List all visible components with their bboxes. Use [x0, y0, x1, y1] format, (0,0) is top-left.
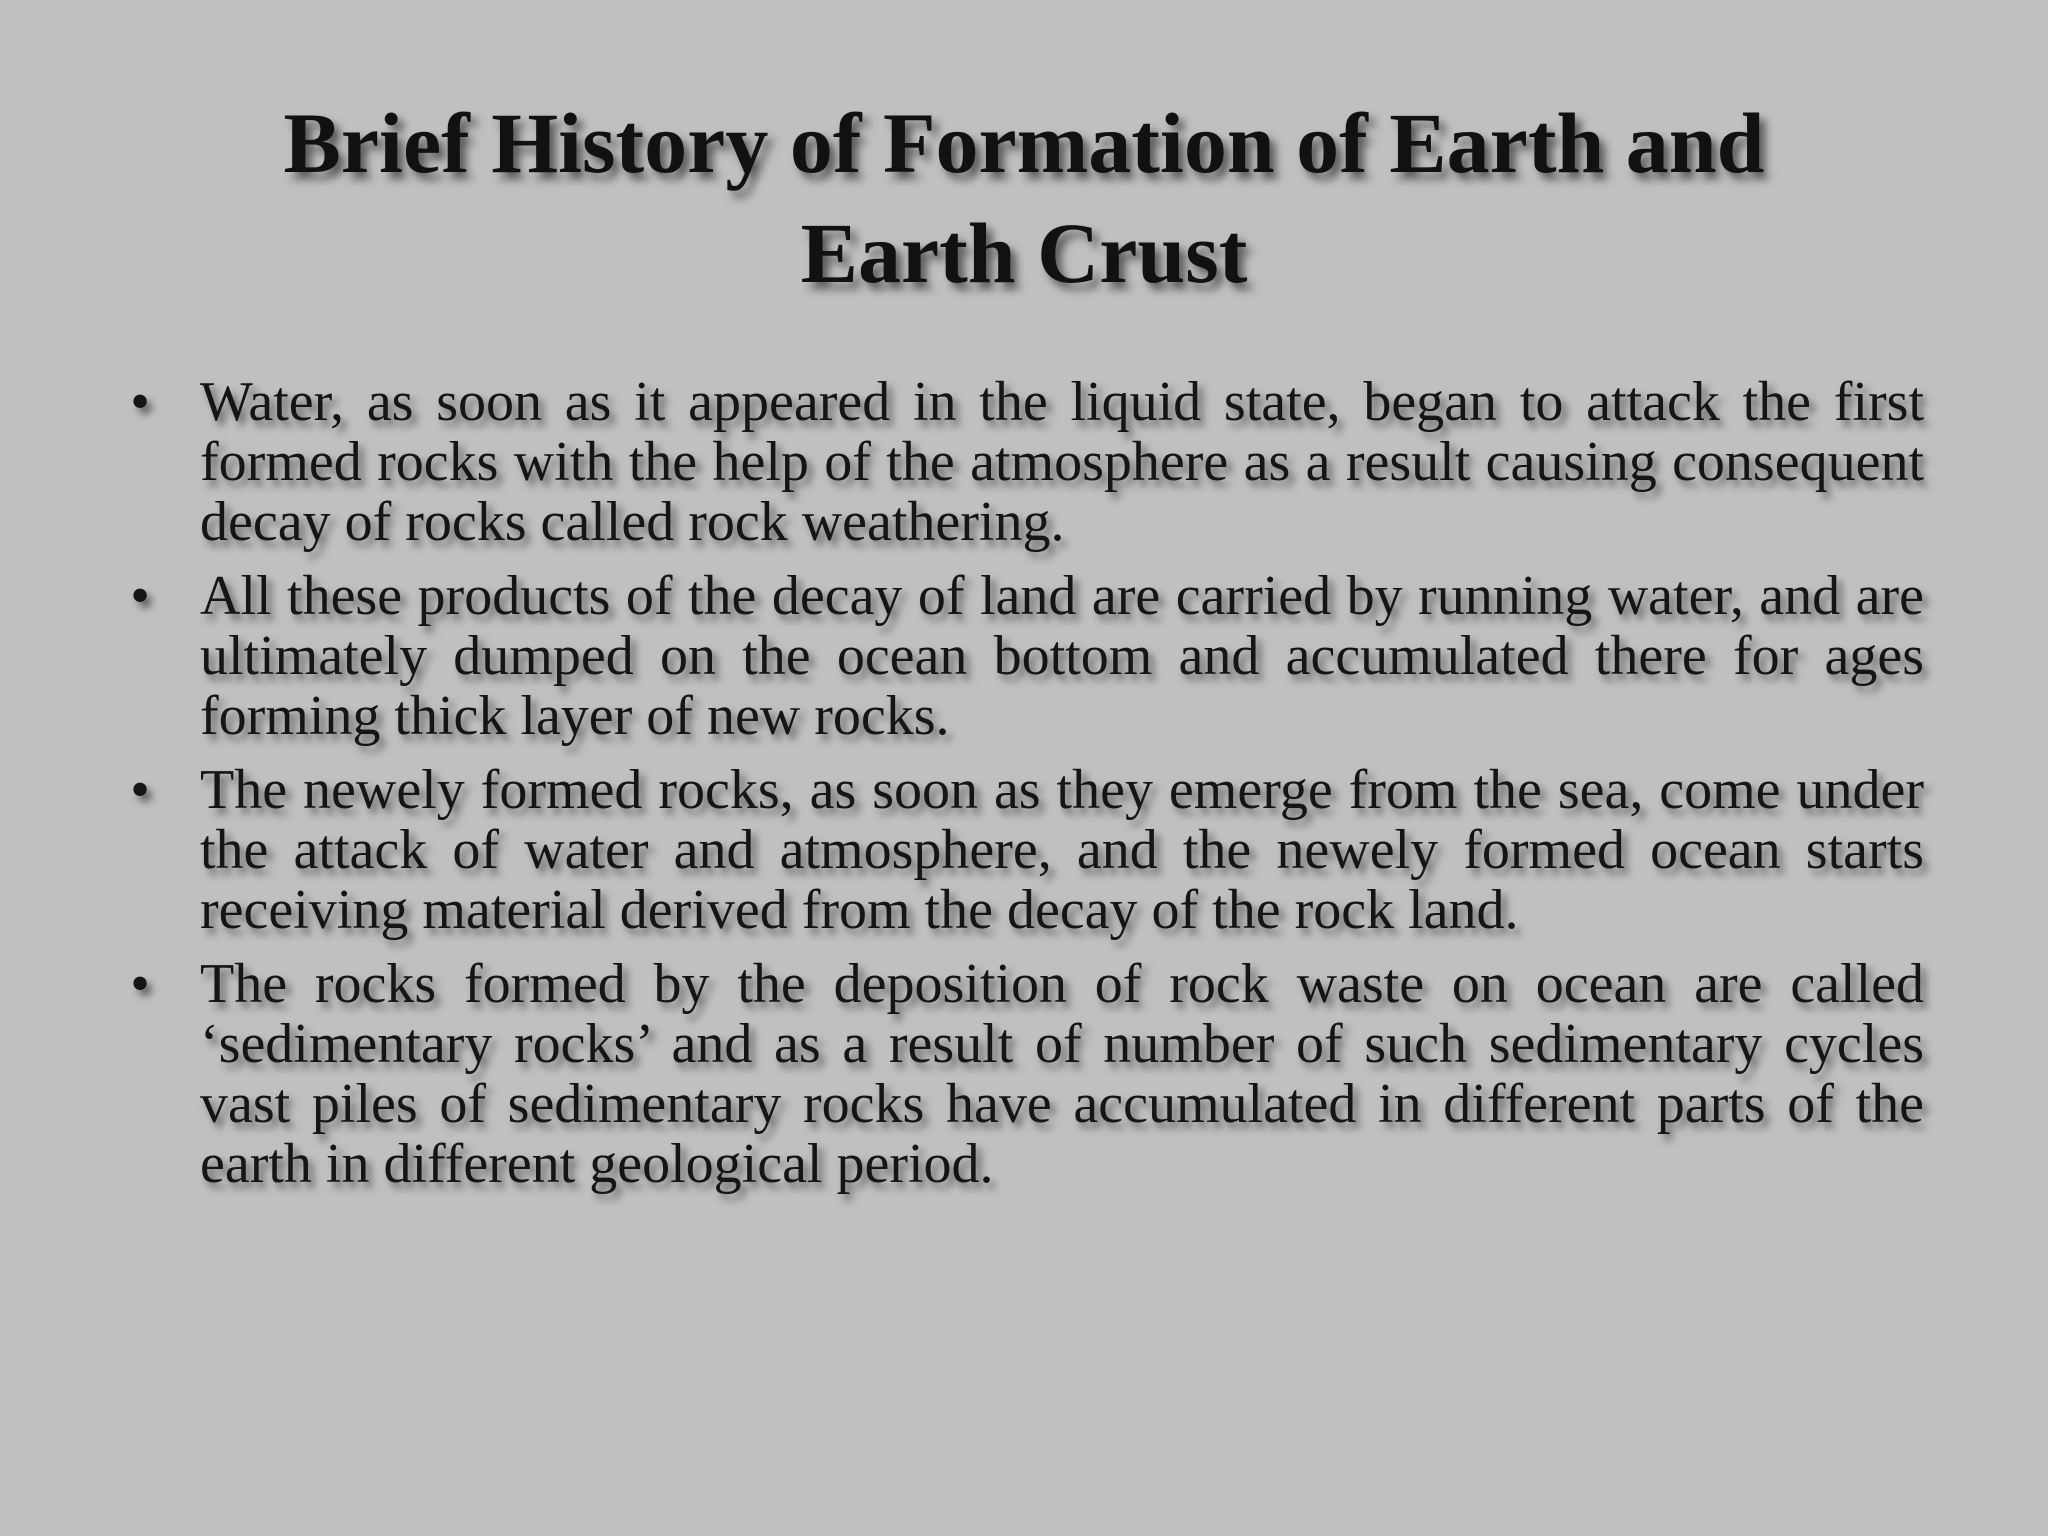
bullet-dot-icon: •: [130, 759, 150, 821]
bullet-text: The newely formed rocks, as soon as they emerge from the sea, come under the attack of water and atmosphere, and the newely formed ocean starts receiving material derived from the decay of the rock land.: [200, 759, 1924, 941]
bullet-item: [120, 566, 1924, 746]
bullet-list: [120, 372, 1924, 1208]
bullet-item: [120, 954, 1924, 1194]
bullet-item: [120, 372, 1924, 552]
bullet-text: All these products of the decay of land are carried by running water, and are ultimately dumped on the ocean bottom and accumulated there for ages forming thick layer of new rocks.: [200, 565, 1924, 747]
bullet-text: The rocks formed by the deposition of rock waste on ocean are called ‘sedimentary rocks’ and as a result of number of such sedimentary cycles vast piles of sedimentary rocks have accumulated in different parts of the earth in different geological period.: [200, 953, 1924, 1195]
slide-title: Brief History of Formation of Earth and Earth Crust: [283, 95, 1765, 301]
bullet-dot-icon: •: [130, 565, 150, 627]
bullet-dot-icon: •: [130, 371, 150, 433]
bullet-dot-icon: •: [130, 953, 150, 1015]
bullet-text: Water, as soon as it appeared in the liquid state, began to attack the first formed rocks with the help of the atmosphere as a result causing consequent decay of rocks called rock weathering.: [200, 371, 1924, 553]
bullet-item: [120, 760, 1924, 940]
